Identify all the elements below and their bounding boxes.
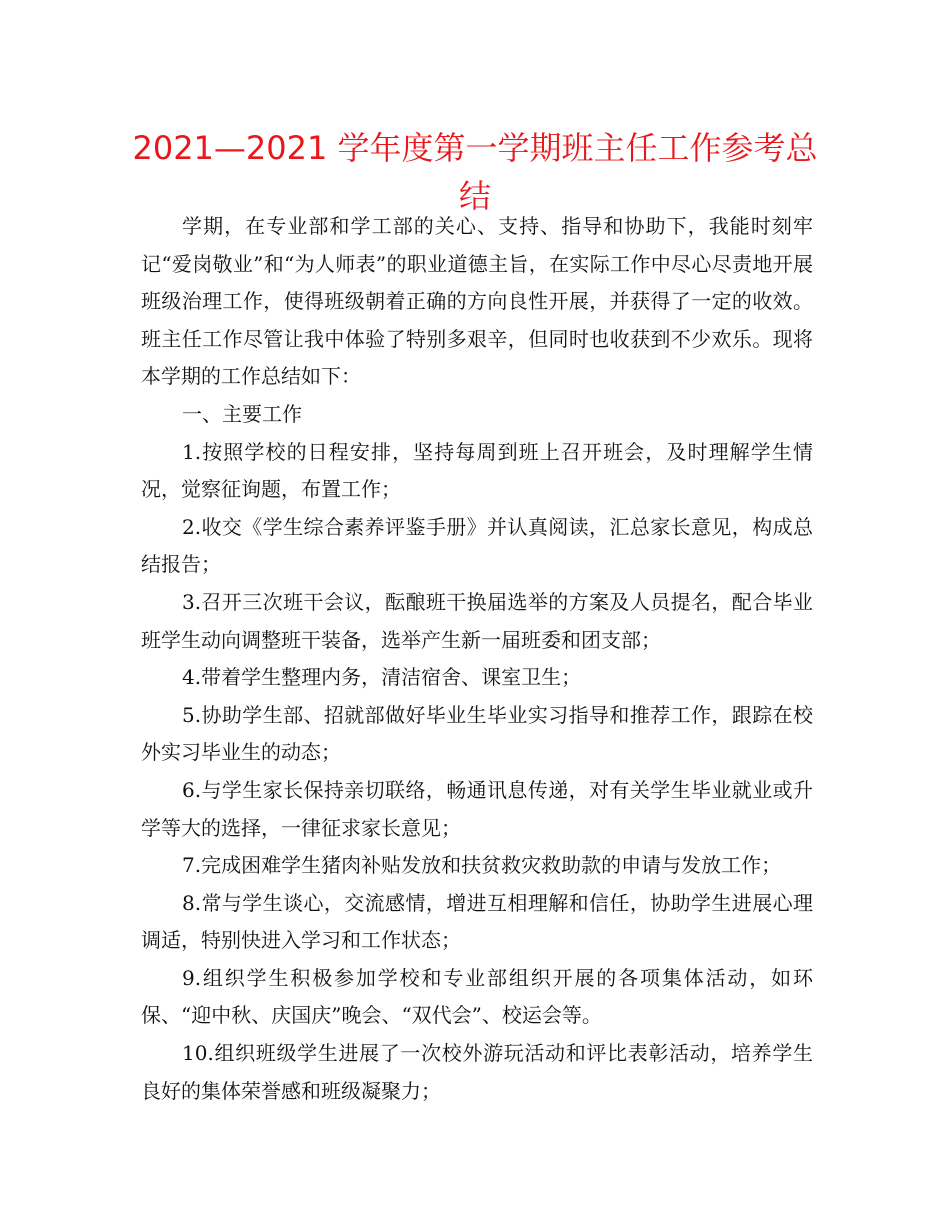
list-item-2: 2.收交《学生综合素养评鉴手册》并认真阅读，汇总家长意见，构成总结报告； xyxy=(141,514,813,577)
list-item-1: 1.按照学校的日程安排，坚持每周到班上召开班会，及时理解学生情况，觉察征询题，布置工作； xyxy=(141,439,813,502)
list-item-10: 10.组织班级学生进展了一次校外游玩活动和评比表彰活动，培养学生良好的集体荣誉感和班级凝聚力； xyxy=(141,1041,813,1103)
list-item-6: 6.与学生家长保持亲切联络，畅通讯息传递，对有关学生毕业就业或升学等大的选择，一律征求家长意见； xyxy=(141,777,813,840)
document-body xyxy=(141,208,813,1110)
list-item-8: 8.常与学生谈心，交流感情，增进互相理解和信任，协助学生进展心理调适，特别快进入学习和工作状态； xyxy=(141,890,813,953)
section-heading-main-work: 一、主要工作 xyxy=(182,401,302,426)
list-item-9: 9.组织学生积极参加学校和专业部组织开展的各项集体活动，如环保、“迎中秋、庆国庆”晚会、“双代会”、校运会等。 xyxy=(141,965,813,1028)
list-item-5: 5.协助学生部、招就部做好毕业生毕业实习指导和推荐工作，跟踪在校外实习毕业生的动态； xyxy=(141,702,813,765)
document-title: 2021—2021 学年度第一学期班主任工作参考总结 xyxy=(132,129,818,215)
paragraph-intro: 学期，在专业部和学工部的关心、支持、指导和协助下，我能时刻牢记“爱岗敬业”和“为人师表”的职业道德主旨，在实际工作中尽心尽责地开展班级治理工作，使得班级朝着正确的方向良性开展，并获得了一定的收效。班主任工作尽管让我中体验了特别多艰辛，但同时也收获到不少欢乐。现将本学期的工作总结如下： xyxy=(141,214,813,389)
list-item-3: 3.召开三次班干会议，酝酿班干换届选举的方案及人员提名，配合毕业班学生动向调整班干装备，选举产生新一届班委和团支部； xyxy=(141,589,813,652)
list-item-7: 7.完成困难学生猪肉补贴发放和扶贫救灾救助款的申请与发放工作； xyxy=(182,853,782,878)
list-item-4: 4.带着学生整理内务，清洁宿舍、课室卫生； xyxy=(182,665,582,690)
